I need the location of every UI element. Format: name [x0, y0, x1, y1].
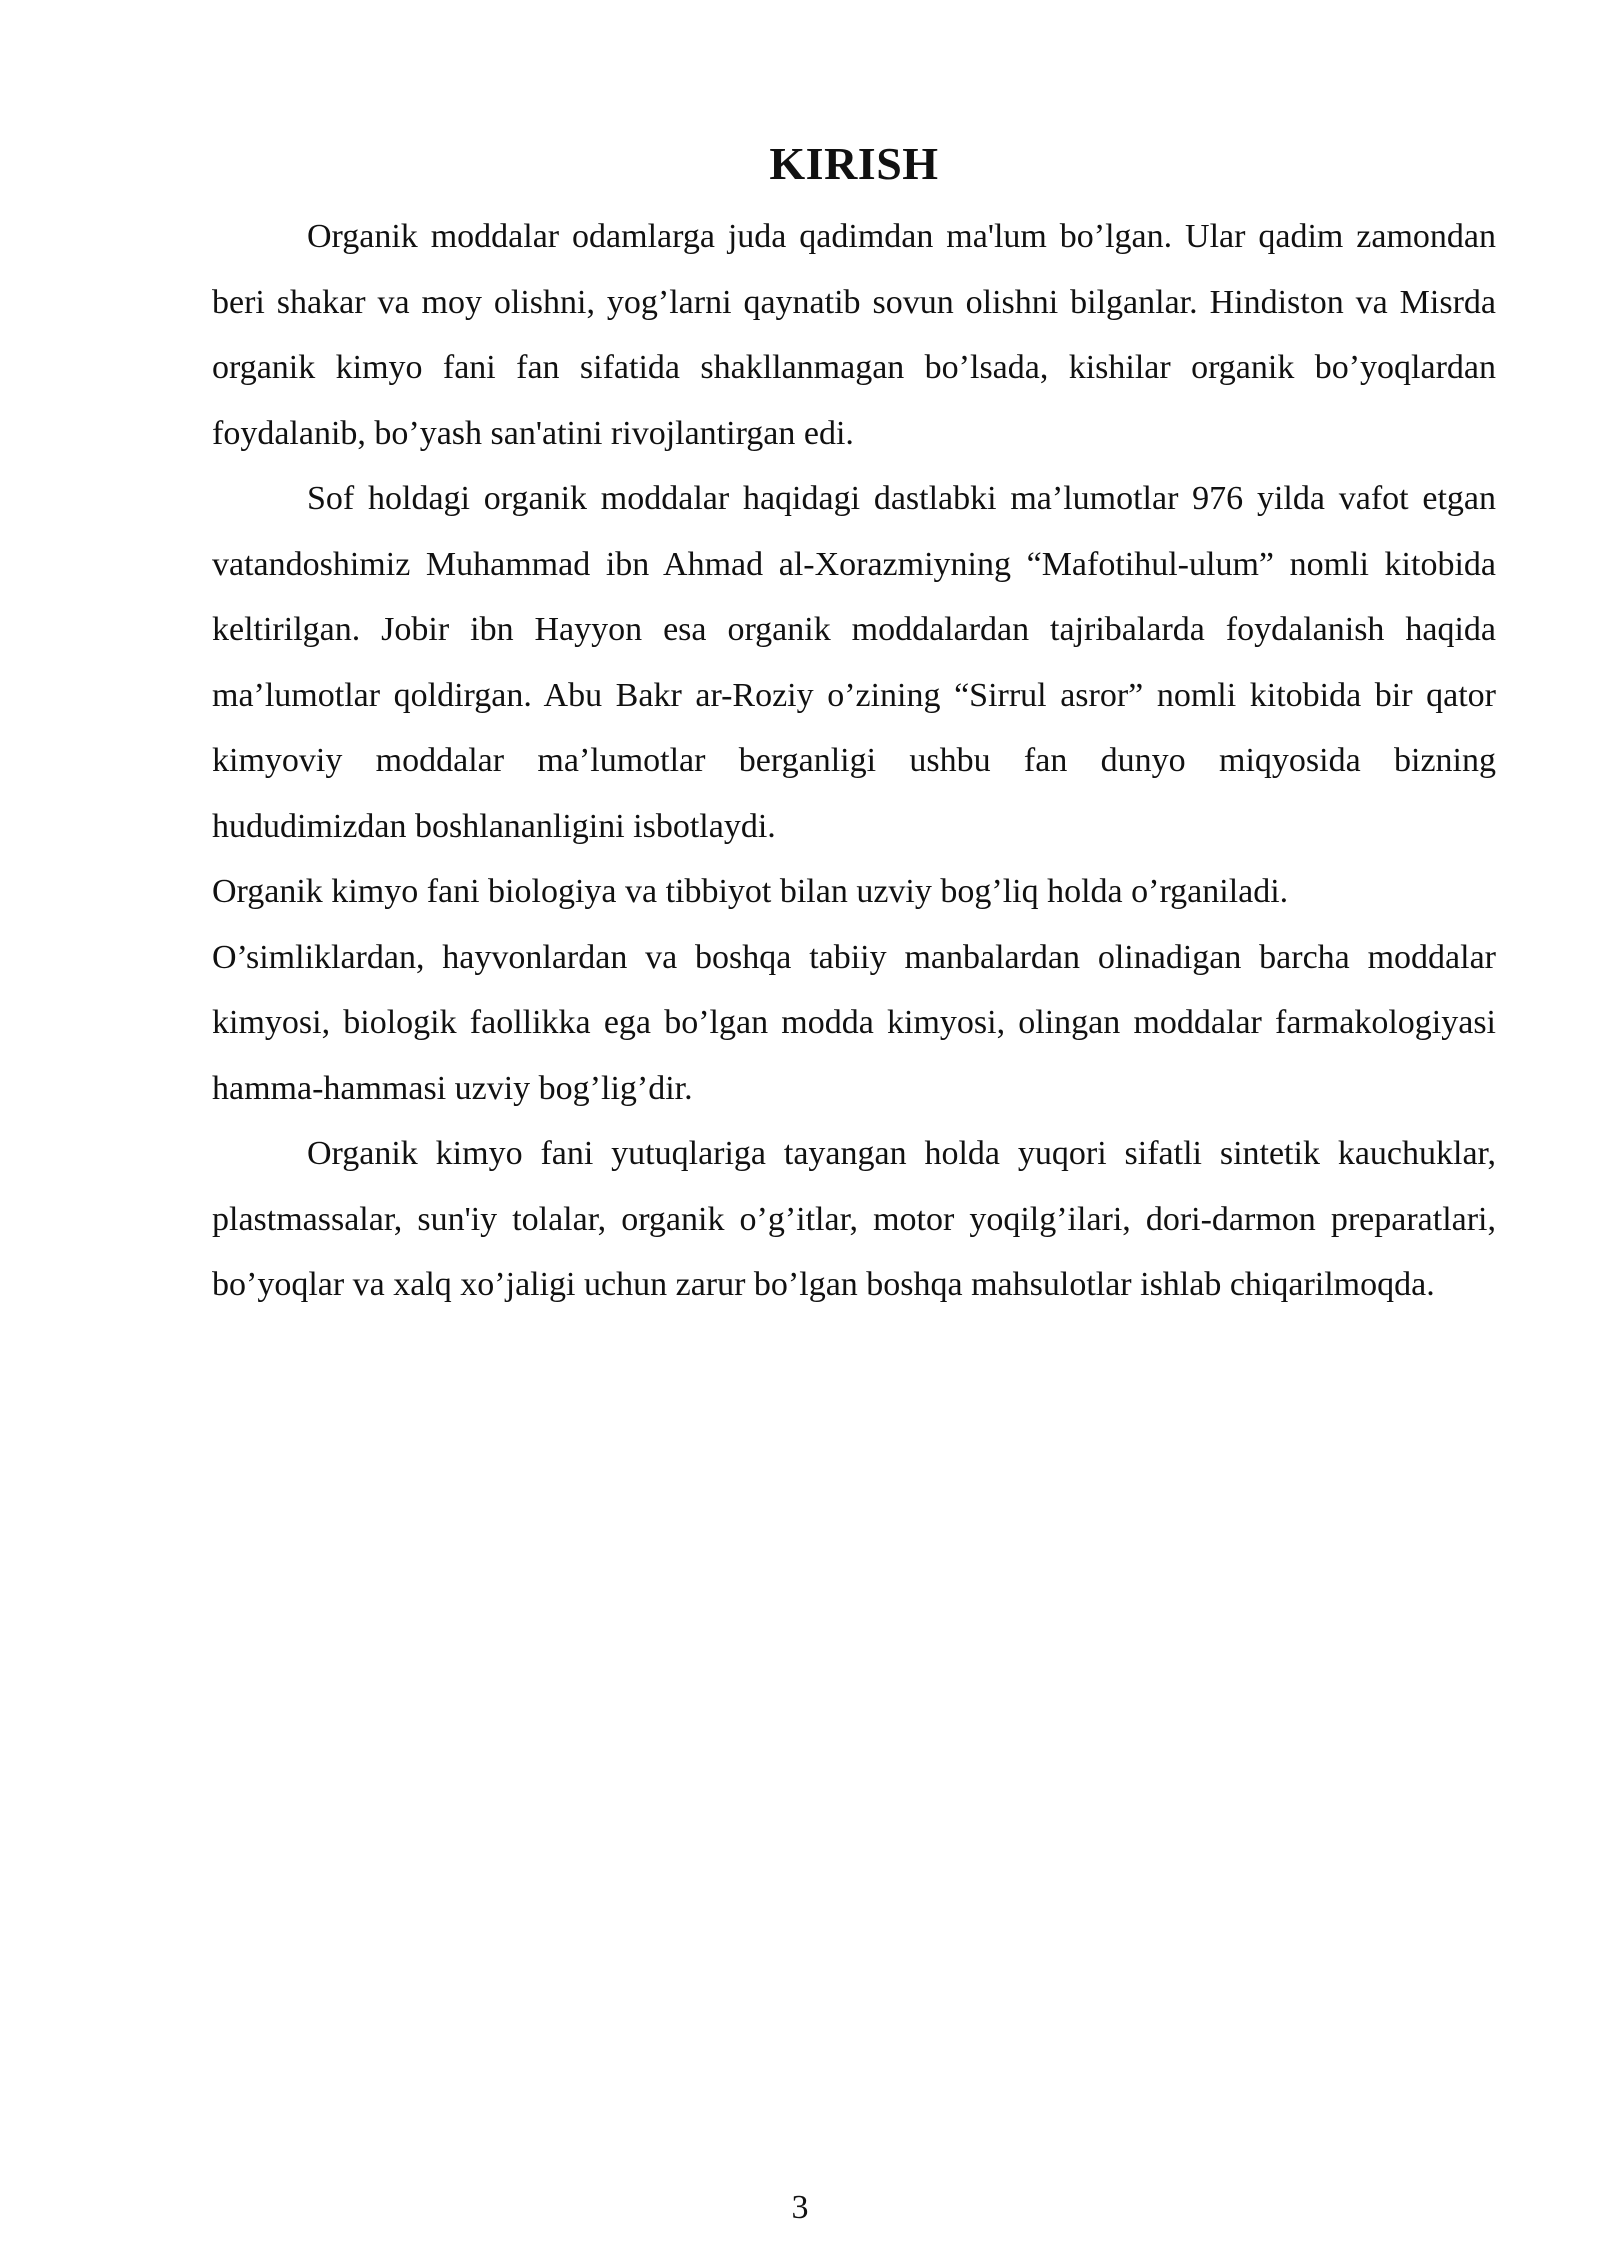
page-number: 3 — [791, 2189, 809, 2226]
paragraph-1: Organik moddalar odamlarga juda qadimdan ma'lum bo’lgan. Ular qadim zamondan beri shakar va moy olishni, yog’larni qaynatib sovun olishni bilganlar. Hindiston va Misrda organik kimyo fani fan sifatida shakllanmagan bo’lsada, kishilar organik bo’yoqlardan foydalanib, bo’yash san'atini rivojlantirgan edi. — [212, 218, 1496, 452]
paragraph-2: Sof holdagi organik moddalar haqidagi dastlabki ma’lumotlar 976 yilda vafot etgan vatandoshimiz Muhammad ibn Ahmad al-Xorazmiyning “Mafotihul-ulum” nomli kitobida keltirilgan. Jobir ibn Hayyon esa organik moddalardan tajribalarda foydalanish haqida ma’lumotlar qoldirgan. Abu Bakr ar-Roziy o’zining “Sirrul asror” nomli kitobida bir qator kimyoviy moddalar ma’lumotlar berganligi ushbu fan dunyo miqyosida bizning hududimizdan boshlananligini isbotlaydi. — [212, 480, 1496, 845]
paragraph-3: Organik kimyo fani biologiya va tibbiyot bilan uzviy bog’liq holda o’rganiladi. — [212, 873, 1289, 910]
page-content — [212, 130, 1496, 1318]
paragraph-5: Organik kimyo fani yutuqlariga tayangan holda yuqori sifatli sintetik kauchuklar, plastmassalar, sun'iy tolalar, organik o’g’itlar, motor yoqilg’ilari, dori-darmon preparatlari, bo’yoqlar va xalq xo’jaligi uchun zarur bo’lgan boshqa mahsulotlar ishlab chiqarilmoqda. — [212, 1135, 1496, 1303]
paragraph-4: O’simliklardan, hayvonlardan va boshqa tabiiy manbalardan olinadigan barcha moddalar kimyosi, biologik faollikka ega bo’lgan modda kimyosi, olingan moddalar farmakologiyasi hamma-hammasi uzviy bog’lig’dir. — [212, 938, 1496, 1107]
section-title: KIRISH — [769, 138, 939, 189]
